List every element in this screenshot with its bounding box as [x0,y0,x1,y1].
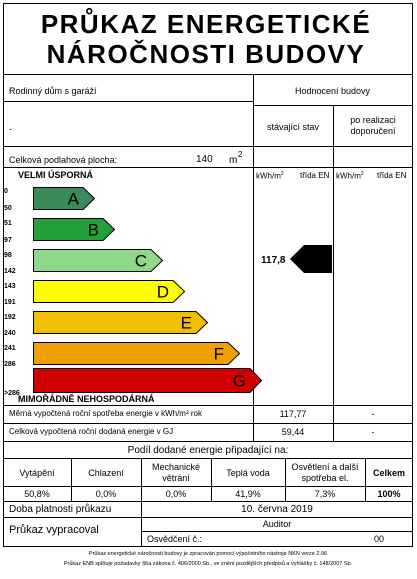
rating-header: Hodnocení budovy [294,86,371,96]
top-label: VELMI ÚSPORNÁ [18,170,94,180]
class-after: třída EN [377,171,407,180]
share-col-hot-water: Teplá voda [226,468,270,478]
scale-4: 98 [4,252,12,259]
share-val-cooling: 0,0% [95,489,117,499]
unit-after: kWh/$m^2$ [336,171,364,181]
share-val-lighting: 7,3% [314,489,336,499]
address: - [9,124,12,134]
after-measures-header: po realizaci doporučení [350,115,396,136]
issuer-value: Auditor [262,519,292,529]
issuer-label: Průkaz vypracoval [9,524,99,536]
total-energy-label: Celková vypočtená roční dodaná energie v GJ [9,427,174,436]
share-col-heating: Vytápění [19,468,55,478]
unit-current: kWh/$m^2$ [256,171,284,181]
scale-1: 50 [4,205,12,212]
energy-class-e-arrow [33,311,208,334]
floor-area-label: Celková podlahová plocha: [9,155,118,165]
share-val-total: 100% [377,489,401,499]
energy-class-f-arrow [33,342,240,365]
specific-consumption-value: 117,77 [279,409,307,419]
energy-class-b-arrow [33,218,115,241]
energy-class-b-label: B [87,220,99,240]
scale-7: 191 [4,299,16,306]
scale-0: 0 [4,188,8,195]
energy-class-g-arrow [33,368,262,393]
floor-area-unit: m [229,155,238,166]
total-energy-value: 59,44 [281,427,305,437]
total-energy-value-after: - [371,427,375,437]
scale-12: >286 [4,390,20,397]
validity-label: Doba platnosti průkazu [9,504,112,515]
share-col-cooling: Chlazení [88,468,124,478]
energy-class-c-arrow [33,249,163,272]
validity-value: 10. června 2019 [241,504,313,515]
bottom-label: MIMOŘÁDNĚ NEHOSPODÁRNÁ [18,394,155,404]
energy-class-d-arrow [33,280,185,303]
share-val-hot-water: 41,9% [235,489,261,499]
scale-11: 286 [4,361,16,368]
current-value: 117,8 [261,255,286,266]
scale-2: 51 [4,220,12,227]
floor-area-unit-exp: 2 [238,150,243,159]
scale-9: 240 [4,330,16,337]
share-val-heating: 50,8% [24,489,50,499]
current-value-pointer [290,245,332,273]
scale-5: 142 [4,268,16,275]
energy-class-f-label: F [213,344,224,364]
scale-10: 241 [4,345,16,352]
scale-8: 192 [4,314,16,321]
footer-line-2: Průkaz ENB splňuje požadavky §6a zákona č. 406/2000 Sb., ve znění pozdějších předpisů a vyhlášky č. 148/2007 Sb. [63,561,353,567]
energy-class-a-arrow [33,187,95,210]
floor-area-value: 140 [196,154,213,165]
footer-line-1: Průkaz energetické náročnosti budovy je zpracován pomocí výpočetního nástroje NKN verze 2.06 [88,551,328,557]
title-line-2: NÁROČNOSTI BUDOVY [46,39,366,69]
energy-class-g-label: G [232,371,246,391]
share-col-ventilation: Mechanické větrání [151,462,201,483]
share-val-ventilation: 0,0% [165,489,187,499]
scale-3: 97 [4,237,12,244]
energy-class-d-label: D [156,282,169,302]
energy-class-e-label: E [180,313,192,333]
certificate-value: 00 [374,534,385,544]
certificate-label: Osvědčení č.: [147,534,203,544]
title-line-1: PRŮKAZ ENERGETICKÉ [40,9,372,39]
building-name: Rodinný dům s garáží [9,86,97,96]
current-state-header: stávající stav [266,122,320,132]
scale-6: 143 [4,283,16,290]
specific-consumption-label: Měrná vypočtená roční spotřeba energie v kWh/m² rok [9,409,202,418]
specific-consumption-value-after: - [371,409,375,419]
energy-class-a-label: A [67,189,79,209]
share-col-lighting: Osvětlení a další spotřeba el. [291,462,359,483]
share-col-total: Celkem [372,468,406,478]
class-current: třída EN [300,171,330,180]
energy-class-c-label: C [134,251,147,271]
share-header: Podíl dodané energie připadající na: [127,445,289,456]
